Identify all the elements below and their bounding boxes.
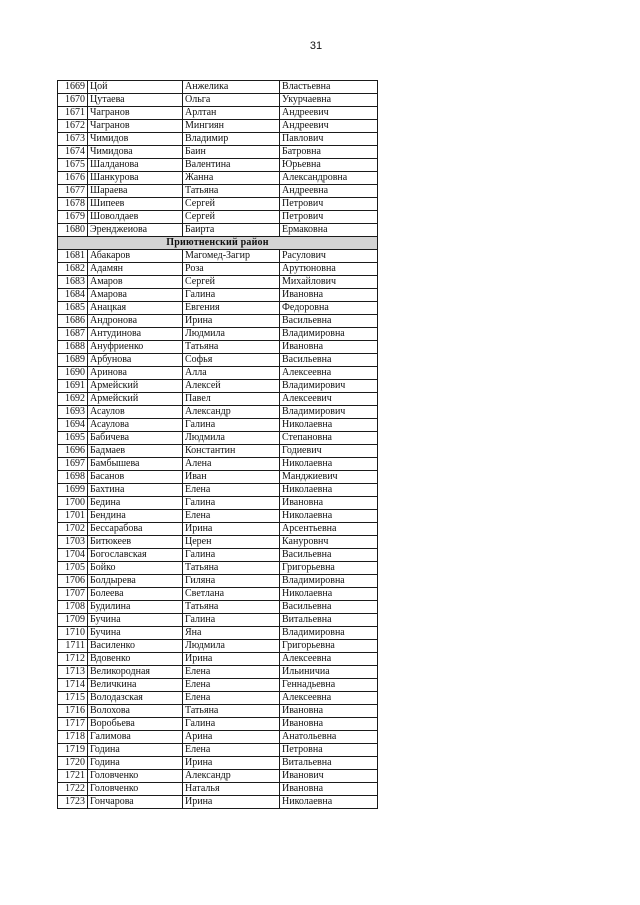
first-name-cell: Константин	[183, 445, 280, 458]
table-row	[58, 354, 378, 367]
row-number-cell: 1721	[58, 770, 88, 783]
surname-cell: Армейский	[88, 380, 183, 393]
patronymic-cell: Михайлович	[280, 276, 378, 289]
surname-cell: Бадмаев	[88, 445, 183, 458]
first-name-cell: Александр	[183, 406, 280, 419]
table-row	[58, 718, 378, 731]
first-name-cell: Мингиян	[183, 120, 280, 133]
row-number-cell: 1700	[58, 497, 88, 510]
first-name-cell: Ирина	[183, 315, 280, 328]
table-row	[58, 562, 378, 575]
first-name-cell: Елена	[183, 679, 280, 692]
table-row	[58, 770, 378, 783]
table-row	[58, 198, 378, 211]
surname-cell: Болдырева	[88, 575, 183, 588]
patronymic-cell: Ивановна	[280, 341, 378, 354]
table-row	[58, 419, 378, 432]
surname-cell: Галимова	[88, 731, 183, 744]
patronymic-cell: Батровна	[280, 146, 378, 159]
row-number-cell: 1688	[58, 341, 88, 354]
first-name-cell: Гиляна	[183, 575, 280, 588]
row-number-cell: 1683	[58, 276, 88, 289]
first-name-cell: Владимир	[183, 133, 280, 146]
row-number-cell: 1684	[58, 289, 88, 302]
patronymic-cell: Александровна	[280, 172, 378, 185]
patronymic-cell: Степановна	[280, 432, 378, 445]
first-name-cell: Татьяна	[183, 601, 280, 614]
surname-cell: Асаулов	[88, 406, 183, 419]
first-name-cell: Евгения	[183, 302, 280, 315]
first-name-cell: Наталья	[183, 783, 280, 796]
first-name-cell: Валентина	[183, 159, 280, 172]
surname-cell: Бендина	[88, 510, 183, 523]
surname-cell: Цой	[88, 81, 183, 94]
first-name-cell: Магомед-Загир	[183, 250, 280, 263]
row-number-cell: 1681	[58, 250, 88, 263]
row-number-cell: 1670	[58, 94, 88, 107]
surname-cell: Анацкая	[88, 302, 183, 315]
table-row	[58, 627, 378, 640]
row-number-cell: 1698	[58, 471, 88, 484]
surname-cell: Головченко	[88, 770, 183, 783]
surname-cell: Бойко	[88, 562, 183, 575]
first-name-cell: Софья	[183, 354, 280, 367]
surname-cell: Головченко	[88, 783, 183, 796]
table-row	[58, 666, 378, 679]
table-row	[58, 484, 378, 497]
patronymic-cell: Петрович	[280, 198, 378, 211]
first-name-cell: Роза	[183, 263, 280, 276]
table-row	[58, 172, 378, 185]
first-name-cell: Алексей	[183, 380, 280, 393]
row-number-cell: 1692	[58, 393, 88, 406]
table-row	[58, 679, 378, 692]
patronymic-cell: Иванович	[280, 770, 378, 783]
patronymic-cell: Николаевна	[280, 458, 378, 471]
patronymic-cell: Павлович	[280, 133, 378, 146]
surname-cell: Шараева	[88, 185, 183, 198]
patronymic-cell: Геннадьевна	[280, 679, 378, 692]
surname-cell: Чимидова	[88, 146, 183, 159]
first-name-cell: Арина	[183, 731, 280, 744]
patronymic-cell: Николаевна	[280, 484, 378, 497]
patronymic-cell: Васильевна	[280, 354, 378, 367]
row-number-cell: 1679	[58, 211, 88, 224]
table-row	[58, 302, 378, 315]
row-number-cell: 1673	[58, 133, 88, 146]
surname-cell: Великородная	[88, 666, 183, 679]
first-name-cell: Яна	[183, 627, 280, 640]
table-row	[58, 640, 378, 653]
patronymic-cell: Юрьевна	[280, 159, 378, 172]
first-name-cell: Елена	[183, 744, 280, 757]
surname-cell: Богославская	[88, 549, 183, 562]
first-name-cell: Людмила	[183, 328, 280, 341]
patronymic-cell: Андреевич	[280, 107, 378, 120]
row-number-cell: 1671	[58, 107, 88, 120]
first-name-cell: Иван	[183, 471, 280, 484]
table-row	[58, 120, 378, 133]
patronymic-cell: Петрович	[280, 211, 378, 224]
surname-cell: Бабичева	[88, 432, 183, 445]
row-number-cell: 1677	[58, 185, 88, 198]
patronymic-cell: Ивановна	[280, 783, 378, 796]
patronymic-cell: Алексеевна	[280, 653, 378, 666]
surname-cell: Шалданова	[88, 159, 183, 172]
row-number-cell: 1718	[58, 731, 88, 744]
patronymic-cell: Манджиевич	[280, 471, 378, 484]
surname-cell: Басанов	[88, 471, 183, 484]
first-name-cell: Татьяна	[183, 562, 280, 575]
surname-cell: Армейский	[88, 393, 183, 406]
first-name-cell: Алла	[183, 367, 280, 380]
section-header-row	[58, 237, 378, 250]
table-row	[58, 471, 378, 484]
first-name-cell: Арлтан	[183, 107, 280, 120]
table-row	[58, 432, 378, 445]
patronymic-cell: Ивановна	[280, 289, 378, 302]
first-name-cell: Людмила	[183, 640, 280, 653]
surname-cell: Бучина	[88, 627, 183, 640]
row-number-cell: 1710	[58, 627, 88, 640]
first-name-cell: Елена	[183, 510, 280, 523]
surname-cell: Василенко	[88, 640, 183, 653]
table-row	[58, 224, 378, 237]
surname-cell: Асаулова	[88, 419, 183, 432]
first-name-cell: Алена	[183, 458, 280, 471]
surname-cell: Битюкеев	[88, 536, 183, 549]
table-row	[58, 263, 378, 276]
patronymic-cell: Федоровна	[280, 302, 378, 315]
first-name-cell: Александр	[183, 770, 280, 783]
table-row	[58, 380, 378, 393]
table-row	[58, 159, 378, 172]
row-number-cell: 1674	[58, 146, 88, 159]
patronymic-cell: Витальевна	[280, 614, 378, 627]
row-number-cell: 1696	[58, 445, 88, 458]
row-number-cell: 1687	[58, 328, 88, 341]
patronymic-cell: Алексеевич	[280, 393, 378, 406]
first-name-cell: Ирина	[183, 523, 280, 536]
surname-cell: Адамян	[88, 263, 183, 276]
first-name-cell: Ирина	[183, 757, 280, 770]
row-number-cell: 1669	[58, 81, 88, 94]
row-number-cell: 1711	[58, 640, 88, 653]
first-name-cell: Елена	[183, 692, 280, 705]
first-name-cell: Людмила	[183, 432, 280, 445]
patronymic-cell: Андреевич	[280, 120, 378, 133]
patronymic-cell: Григорьевна	[280, 562, 378, 575]
row-number-cell: 1723	[58, 796, 88, 809]
table-body-after	[58, 250, 378, 809]
surname-cell: Будилина	[88, 601, 183, 614]
table-row	[58, 523, 378, 536]
table-row	[58, 653, 378, 666]
patronymic-cell: Расулович	[280, 250, 378, 263]
patronymic-cell: Алексеевна	[280, 692, 378, 705]
row-number-cell: 1699	[58, 484, 88, 497]
table-row	[58, 497, 378, 510]
table-row	[58, 731, 378, 744]
first-name-cell: Павел	[183, 393, 280, 406]
first-name-cell: Баирта	[183, 224, 280, 237]
patronymic-cell: Николаевна	[280, 510, 378, 523]
row-number-cell: 1691	[58, 380, 88, 393]
row-number-cell: 1709	[58, 614, 88, 627]
table-row	[58, 575, 378, 588]
row-number-cell: 1701	[58, 510, 88, 523]
row-number-cell: 1704	[58, 549, 88, 562]
table-row	[58, 94, 378, 107]
row-number-cell: 1707	[58, 588, 88, 601]
patronymic-cell: Григорьевна	[280, 640, 378, 653]
patronymic-cell: Николаевна	[280, 419, 378, 432]
page-number: 31	[309, 40, 323, 52]
first-name-cell: Татьяна	[183, 341, 280, 354]
surname-cell: Абакаров	[88, 250, 183, 263]
patronymic-cell: Петровна	[280, 744, 378, 757]
table-row	[58, 315, 378, 328]
patronymic-cell: Годиевич	[280, 445, 378, 458]
row-number-cell: 1685	[58, 302, 88, 315]
table-row	[58, 601, 378, 614]
row-number-cell: 1714	[58, 679, 88, 692]
patronymic-cell: Кануровнч	[280, 536, 378, 549]
row-number-cell: 1686	[58, 315, 88, 328]
row-number-cell: 1705	[58, 562, 88, 575]
table-row	[58, 796, 378, 809]
first-name-cell: Сергей	[183, 276, 280, 289]
first-name-cell: Татьяна	[183, 185, 280, 198]
row-number-cell: 1689	[58, 354, 88, 367]
table-row	[58, 250, 378, 263]
surname-cell: Бахтина	[88, 484, 183, 497]
surname-cell: Вдовенко	[88, 653, 183, 666]
patronymic-cell: Ильиничиа	[280, 666, 378, 679]
table-row	[58, 510, 378, 523]
table-row	[58, 536, 378, 549]
surname-cell: Чагранов	[88, 120, 183, 133]
table-body-before	[58, 81, 378, 237]
row-number-cell: 1712	[58, 653, 88, 666]
first-name-cell: Татьяна	[183, 705, 280, 718]
row-number-cell: 1676	[58, 172, 88, 185]
surname-cell: Шанкурова	[88, 172, 183, 185]
surname-cell: Эренджеиова	[88, 224, 183, 237]
surname-cell: Година	[88, 744, 183, 757]
patronymic-cell: Ивановна	[280, 705, 378, 718]
surname-cell: Чимидов	[88, 133, 183, 146]
patronymic-cell: Васильевна	[280, 601, 378, 614]
patronymic-cell: Андреевна	[280, 185, 378, 198]
patronymic-cell: Анатольевна	[280, 731, 378, 744]
surname-cell: Амарова	[88, 289, 183, 302]
surname-cell: Аринова	[88, 367, 183, 380]
row-number-cell: 1693	[58, 406, 88, 419]
first-name-cell: Галина	[183, 289, 280, 302]
table-row	[58, 328, 378, 341]
row-number-cell: 1678	[58, 198, 88, 211]
row-number-cell: 1708	[58, 601, 88, 614]
table-row	[58, 614, 378, 627]
surname-cell: Величкина	[88, 679, 183, 692]
first-name-cell: Галина	[183, 497, 280, 510]
surname-cell: Бессарабова	[88, 523, 183, 536]
patronymic-cell: Арутюновна	[280, 263, 378, 276]
surname-cell: Гончарова	[88, 796, 183, 809]
surname-cell: Бучина	[88, 614, 183, 627]
surname-cell: Шипеев	[88, 198, 183, 211]
first-name-cell: Церен	[183, 536, 280, 549]
surname-cell: Волохова	[88, 705, 183, 718]
row-number-cell: 1722	[58, 783, 88, 796]
surname-cell: Болеева	[88, 588, 183, 601]
surname-cell: Арбунова	[88, 354, 183, 367]
patronymic-cell: Алексеевна	[280, 367, 378, 380]
first-name-cell: Жанна	[183, 172, 280, 185]
table-row	[58, 146, 378, 159]
registry-table	[57, 80, 378, 809]
table-row	[58, 705, 378, 718]
section-header-body	[58, 237, 378, 250]
first-name-cell: Анжелика	[183, 81, 280, 94]
surname-cell: Шоволдаев	[88, 211, 183, 224]
table-row	[58, 393, 378, 406]
first-name-cell: Елена	[183, 484, 280, 497]
first-name-cell: Сергей	[183, 198, 280, 211]
patronymic-cell: Арсентьевна	[280, 523, 378, 536]
table-row	[58, 406, 378, 419]
table-row	[58, 185, 378, 198]
surname-cell: Володазская	[88, 692, 183, 705]
table-row	[58, 107, 378, 120]
table-row	[58, 367, 378, 380]
table-row	[58, 588, 378, 601]
first-name-cell: Галина	[183, 549, 280, 562]
patronymic-cell: Владимировна	[280, 575, 378, 588]
table-row	[58, 211, 378, 224]
first-name-cell: Светлана	[183, 588, 280, 601]
surname-cell: Воробьева	[88, 718, 183, 731]
table-row	[58, 744, 378, 757]
patronymic-cell: Васильевна	[280, 549, 378, 562]
surname-cell: Бамбышева	[88, 458, 183, 471]
patronymic-cell: Николаевна	[280, 796, 378, 809]
table-row	[58, 276, 378, 289]
row-number-cell: 1690	[58, 367, 88, 380]
patronymic-cell: Укурчаевна	[280, 94, 378, 107]
patronymic-cell: Васильевна	[280, 315, 378, 328]
row-number-cell: 1703	[58, 536, 88, 549]
row-number-cell: 1672	[58, 120, 88, 133]
table-row	[58, 445, 378, 458]
patronymic-cell: Властьевна	[280, 81, 378, 94]
surname-cell: Ануфриенко	[88, 341, 183, 354]
patronymic-cell: Витальевна	[280, 757, 378, 770]
patronymic-cell: Владимировна	[280, 328, 378, 341]
row-number-cell: 1706	[58, 575, 88, 588]
table-row	[58, 81, 378, 94]
row-number-cell: 1675	[58, 159, 88, 172]
patronymic-cell: Ивановна	[280, 718, 378, 731]
first-name-cell: Елена	[183, 666, 280, 679]
first-name-cell: Баин	[183, 146, 280, 159]
patronymic-cell: Владимировна	[280, 627, 378, 640]
patronymic-cell: Владимирович	[280, 406, 378, 419]
surname-cell: Амаров	[88, 276, 183, 289]
patronymic-cell: Николаевна	[280, 588, 378, 601]
first-name-cell: Сергей	[183, 211, 280, 224]
row-number-cell: 1715	[58, 692, 88, 705]
first-name-cell: Ирина	[183, 796, 280, 809]
row-number-cell: 1719	[58, 744, 88, 757]
table-row	[58, 783, 378, 796]
row-number-cell: 1697	[58, 458, 88, 471]
table-row	[58, 133, 378, 146]
surname-cell: Година	[88, 757, 183, 770]
table-row	[58, 458, 378, 471]
table-row	[58, 341, 378, 354]
row-number-cell: 1720	[58, 757, 88, 770]
row-number-cell: 1717	[58, 718, 88, 731]
surname-cell: Бедина	[88, 497, 183, 510]
row-number-cell: 1713	[58, 666, 88, 679]
surname-cell: Чагранов	[88, 107, 183, 120]
first-name-cell: Галина	[183, 718, 280, 731]
surname-cell: Цутаева	[88, 94, 183, 107]
table-row	[58, 757, 378, 770]
row-number-cell: 1680	[58, 224, 88, 237]
first-name-cell: Галина	[183, 614, 280, 627]
row-number-cell: 1716	[58, 705, 88, 718]
patronymic-cell: Владимирович	[280, 380, 378, 393]
surname-cell: Андронова	[88, 315, 183, 328]
first-name-cell: Галина	[183, 419, 280, 432]
row-number-cell: 1682	[58, 263, 88, 276]
surname-cell: Антудинова	[88, 328, 183, 341]
first-name-cell: Ирина	[183, 653, 280, 666]
row-number-cell: 1694	[58, 419, 88, 432]
table-row	[58, 289, 378, 302]
table-row	[58, 549, 378, 562]
patronymic-cell: Ермаковна	[280, 224, 378, 237]
registry-table-wrapper	[57, 80, 377, 809]
patronymic-cell: Ивановна	[280, 497, 378, 510]
first-name-cell: Ольга	[183, 94, 280, 107]
section-title: Приютненский район	[58, 237, 378, 250]
row-number-cell: 1702	[58, 523, 88, 536]
table-row	[58, 692, 378, 705]
row-number-cell: 1695	[58, 432, 88, 445]
